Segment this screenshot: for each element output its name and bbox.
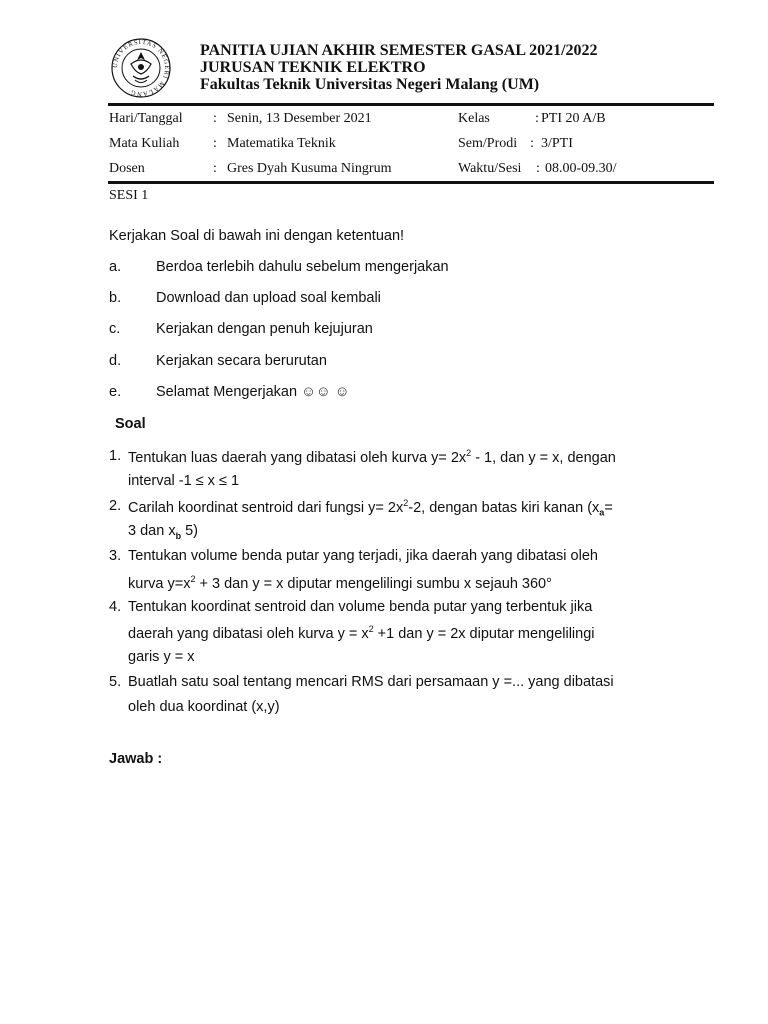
info-sep: : [530, 136, 534, 151]
question-1-line-1 [128, 448, 616, 466]
subscript: a [599, 507, 605, 518]
answer-label: Jawab : [109, 751, 163, 767]
instruction-label: a. [109, 259, 122, 275]
question-text: kurva y=x [128, 575, 191, 592]
superscript: 2 [368, 624, 374, 634]
question-4-line-2 [128, 624, 595, 642]
header-department: JURUSAN TEKNIK ELEKTRO [200, 59, 426, 76]
superscript: 2 [190, 574, 196, 584]
instruction-text: Kerjakan dengan penuh kejujuran [156, 321, 373, 337]
info-label-semester: Sem/Prodi [458, 136, 518, 151]
instruction-text: Selamat Mengerjakan ☺☺ ☺ [156, 384, 350, 400]
instruction-text: Kerjakan secara berurutan [156, 353, 327, 369]
question-3-line-1: Tentukan volume benda putar yang terjadi, jika daerah yang dibatasi oleh [128, 548, 598, 564]
info-value-class: PTI 20 A/B [541, 111, 606, 126]
instruction-label: b. [109, 290, 122, 306]
info-sep: : [536, 161, 540, 176]
question-2-line-1 [128, 498, 613, 518]
info-divider [108, 181, 714, 184]
question-number: 4. [109, 599, 122, 615]
info-label-lecturer: Dosen [109, 161, 145, 176]
session-label: SESI 1 [109, 188, 149, 203]
question-1-line-2: interval -1 ≤ x ≤ 1 [128, 473, 240, 489]
instruction-text: Berdoa terlebih dahulu sebelum mengerjakan [156, 259, 449, 275]
questions-heading: Soal [115, 416, 146, 432]
info-value-semester: 3/PTI [541, 136, 573, 151]
question-text: Carilah koordinat sentroid dari fungsi y= 2x [128, 499, 404, 516]
exam-header [200, 42, 598, 93]
info-value-time: 08.00-09.30/ [545, 161, 617, 176]
info-value-course: Matematika Teknik [227, 136, 336, 151]
superscript: 2 [403, 498, 409, 508]
question-number: 1. [109, 448, 122, 464]
instruction-label: e. [109, 384, 122, 400]
question-2-line-2 [128, 523, 198, 541]
info-value-date: Senin, 13 Desember 2021 [227, 111, 372, 126]
question-number: 5. [109, 674, 122, 690]
instruction-label: d. [109, 353, 122, 369]
question-text: 3 dan x [128, 523, 176, 539]
question-text: = [604, 499, 613, 516]
info-sep: : [535, 111, 539, 126]
question-number: 2. [109, 498, 122, 514]
header-faculty: Fakultas Teknik Universitas Negeri Malang (UM) [200, 76, 540, 93]
question-4-line-1: Tentukan koordinat sentroid dan volume benda putar yang terbentuk jika [128, 599, 593, 615]
info-label-class: Kelas [458, 111, 490, 126]
subscript: b [175, 530, 182, 541]
header-committee: PANITIA UJIAN AKHIR SEMESTER GASAL 2021/2022 [200, 42, 598, 59]
question-4-line-3: garis y = x [128, 649, 195, 665]
info-sep: : [213, 161, 217, 176]
info-value-lecturer: Gres Dyah Kusuma Ningrum [227, 161, 392, 176]
question-text: -2, dengan batas kiri kanan (x [408, 499, 600, 516]
question-5-line-2: oleh dua koordinat (x,y) [128, 699, 280, 715]
logo-lettering: UNIVERSITAS NEGERI MALANG [111, 38, 171, 98]
info-label-time: Waktu/Sesi [458, 161, 522, 176]
instruction-label: c. [109, 321, 121, 337]
question-text: 5) [185, 523, 199, 539]
question-text: +1 dan y = 2x diputar mengelilingi [377, 625, 595, 642]
question-number: 3. [109, 548, 122, 564]
instructions-intro: Kerjakan Soal di bawah ini dengan ketentuan! [109, 228, 405, 244]
info-sep: : [213, 111, 217, 126]
info-label-date: Hari/Tanggal [109, 111, 183, 126]
university-logo [111, 38, 171, 98]
question-text: + 3 dan y = x diputar mengelilingi sumbu x sejauh 360° [199, 575, 552, 592]
header-divider-top [108, 103, 714, 106]
superscript: 2 [466, 448, 472, 458]
instruction-text: Download dan upload soal kembali [156, 290, 381, 306]
question-text: daerah yang dibatasi oleh kurva y = x [128, 625, 369, 642]
info-sep: : [213, 136, 217, 151]
question-5-line-1: Buatlah satu soal tentang mencari RMS dari persamaan y =... yang dibatasi [128, 674, 614, 690]
question-text: - 1, dan y = x, dengan [475, 449, 616, 466]
question-text: Tentukan luas daerah yang dibatasi oleh kurva y= 2x [128, 449, 467, 466]
info-label-course: Mata Kuliah [109, 136, 180, 151]
question-3-line-2 [128, 574, 552, 592]
